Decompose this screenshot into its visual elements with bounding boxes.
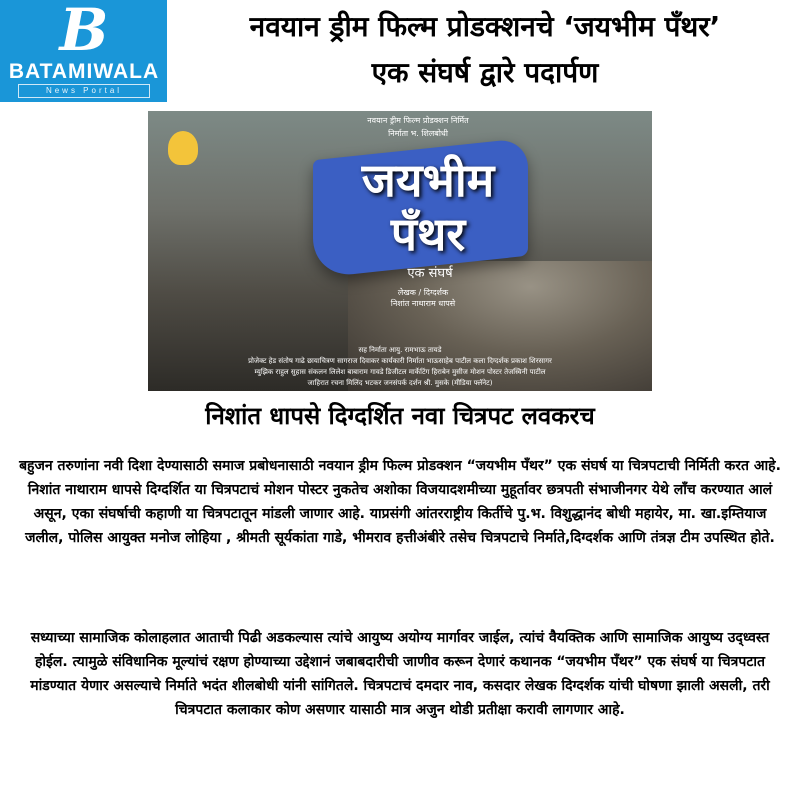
article-paragraph-2: सध्याच्या सामाजिक कोलाहलात आताची पिढी अडकल्यास त्यांचे आयुष्य अयोग्य मार्गावर जाईल, त्यांचं वैयक्तिक आणि सामाजिक आयुष्य उद्ध्वस्त होईल. त्यामुळे संविधानिक मूल्यांचं रक्षण होण्याच्या उद्देशानं जबाबदारीची जाणीव करून देणारं कथानक “जयभीम पँथर” एक संघर्ष या चित्रपटात मांडण्यात येणार असल्याचे निर्माते भदंत शीलबोधी यांनी सांगितले. चित्रपटाचं दमदार नाव, कसदार लेखक दिग्दर्शक यांची घोषणा झाली असली, तरी चित्रपटात कलाकार कोण असणार यासाठी मात्र अजुन थोडी प्रतीक्षा करावी लागणार आहे.: [30, 630, 770, 718]
poster-title: [333, 153, 523, 261]
poster-title-line-1: जयभीम: [361, 153, 495, 207]
poster-credits: [148, 345, 652, 389]
subheadline: निशांत धापसे दिग्दर्शित नवा चित्रपट लवकरच: [205, 402, 595, 430]
headline: [170, 0, 800, 106]
poster-presenter: नवयान ड्रीम फिल्म प्रोडक्शन निर्मित: [367, 116, 469, 125]
poster-director: [348, 287, 498, 309]
logo-letter: B: [59, 0, 109, 64]
site-logo[interactable]: [0, 0, 167, 102]
logo-name: BATAMIWALA: [8, 60, 160, 83]
logo-tagline: News Portal: [18, 84, 150, 98]
poster-credit-line: जाहिरात रचना मिलिंद भटकर जनसंपर्क दर्शन श्री. मुसके (मीडिया फ्लॅनेट): [307, 379, 493, 387]
headline-line-1: नवयान ड्रीम फिल्म प्रोडक्शनचे ‘जयभीम पँथर’: [249, 10, 721, 43]
article-paragraph-1: बहुजन तरुणांना नवी दिशा देण्यासाठी समाज प्रबोधनासाठी नवयान ड्रीम फिल्म प्रोडक्शन “जयभीम पँथर” एक संघर्ष या चित्रपटाची निर्मिती करत आहे. निशांत नाथाराम धापसे दिग्दर्शित या चित्रपटाचं मोशन पोस्टर नुकतेच अशोका विजयादशमीच्या मुहूर्तावर छत्रपती संभाजीनगर येथे लाँच करण्यात आलं असून, एका संघर्षाची कहाणी या चित्रपटातून मांडली जाणार आहे. याप्रसंगी आंतरराष्ट्रीय किर्तीचे पु.भ. विशुद्धानंद बोधी महायेर, मा. खा.इम्तियाज जलील, पोलिस आयुक्त मनोज लोहिया , श्रीमती सूर्यकांता गाडे, भीमराव हत्तीअंबीरे तसेच चित्रपटाचे निर्माते,दिग्दर्शक आणि तंत्रज्ञ टीम उपस्थित होते.: [19, 458, 781, 546]
poster-credit-line: म्युझिक राहुल सुहास संकलन लिलेश बाबाराम गावडे डिजीटल मार्केटिंग हिराबेन मुसीज मोशन पोस्टर तेजस्विनी पाटील: [254, 368, 546, 376]
poster-credit-line: प्रोजेक्ट हेड संतोष गाढे छायाचित्रण सागराज दिवाकर कार्यकारी निर्माता भाऊसाहेब पाटील कला दिग्दर्शक प्रकाश शिरसागर: [248, 357, 552, 365]
movie-poster: [148, 111, 652, 391]
headline-line-2: एक संघर्ष द्वारे पदार्पण: [371, 56, 599, 89]
poster-director-name: निशांत नाथाराम धापसे: [390, 299, 456, 308]
poster-subtitle: एक संघर्ष: [407, 266, 453, 281]
poster-title-line-2: पँथर: [390, 207, 466, 261]
poster-director-label: लेखक / दिग्दर्शक: [397, 288, 449, 297]
poster-credit-line: सह निर्माता आयु. रामभाऊ तायडे: [358, 346, 442, 354]
poster-emblem-icon: [168, 131, 198, 165]
poster-producer: निर्माता भ. शिलबोधी: [388, 129, 448, 138]
